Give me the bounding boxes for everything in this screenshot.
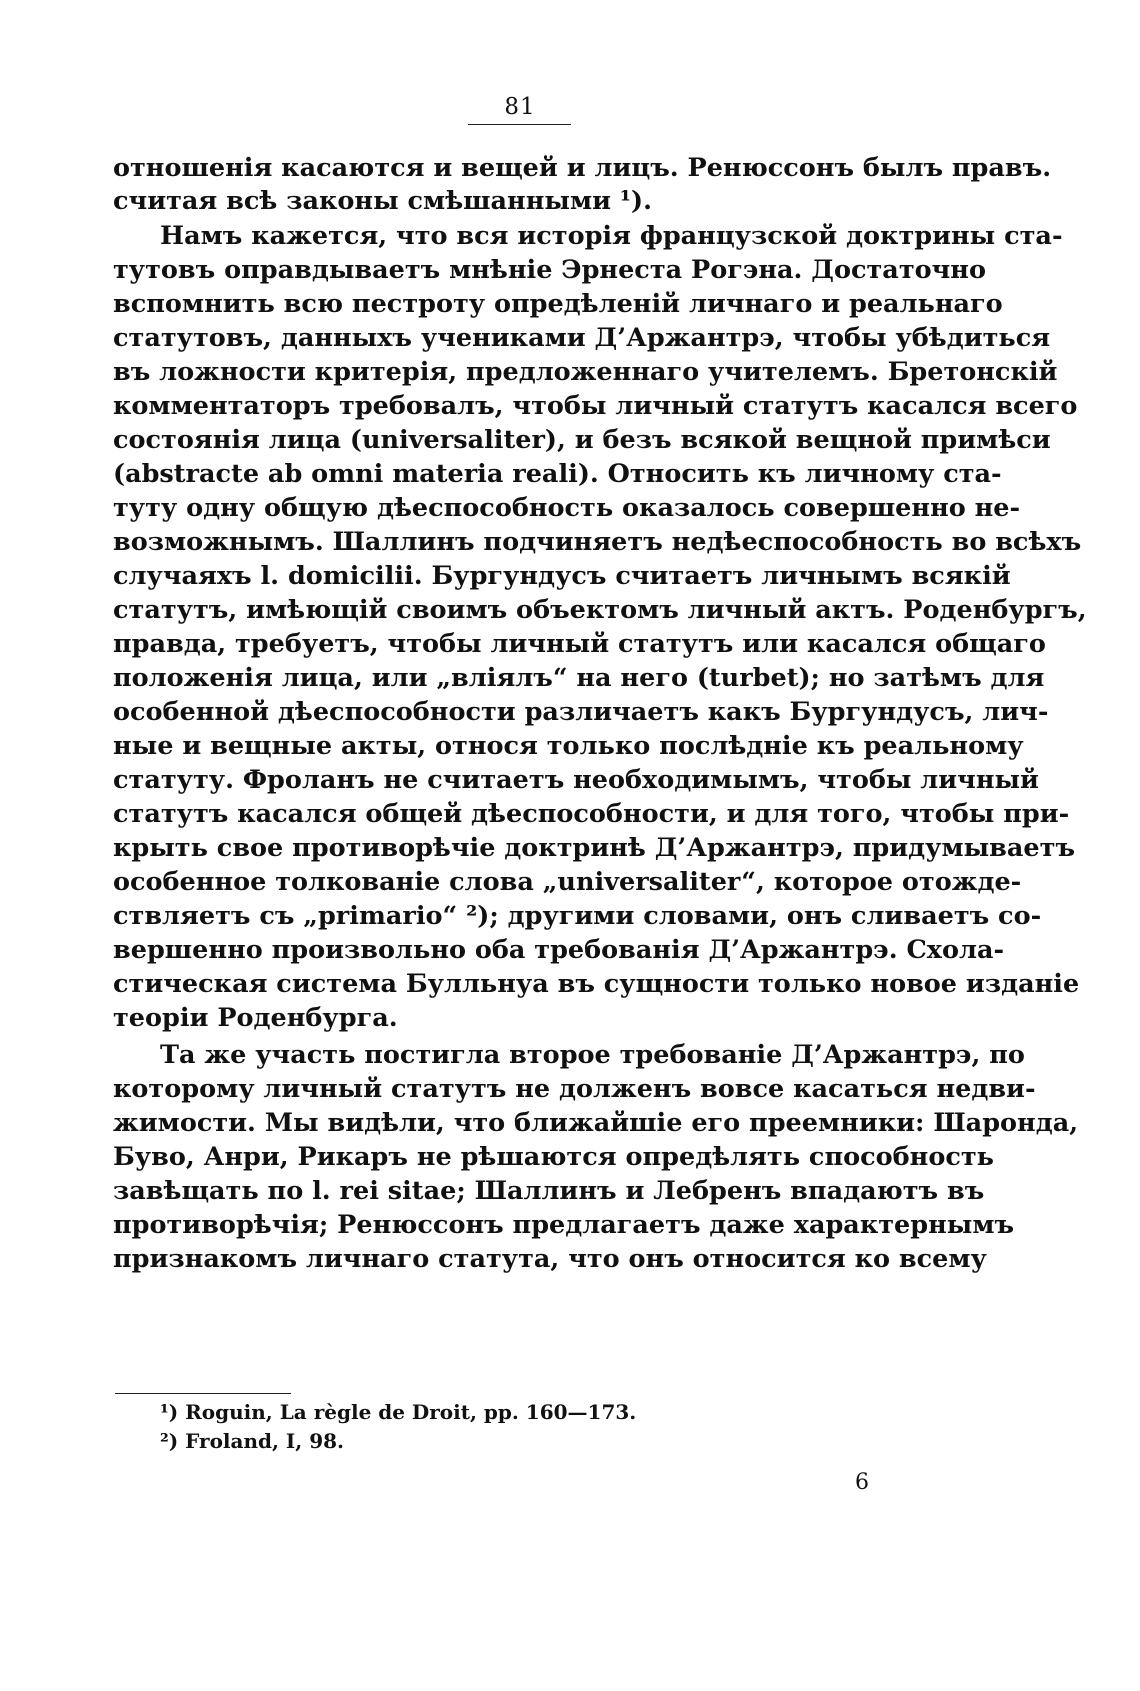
text-line: въ ложности критерія, предложеннаго учителемъ. Бретонскій [113,357,1058,387]
text-line: вершенно произвольно оба требованія Д’Аржантрэ. Схола- [113,935,1005,965]
text-line: (abstracte ab omni materia reali). Относить къ личному ста- [113,459,1002,489]
text-line: комментаторъ требовалъ, чтобы личный статутъ касался всего [113,391,1078,421]
text-line: возможнымъ. Шаллинъ подчиняетъ недѣеспособность во всѣхъ [113,527,1082,557]
text-line: признакомъ личнаго статута, что онъ относится ко всему [113,1244,987,1274]
text-line: теоріи Роденбурга. [113,1003,398,1033]
text-line: тутовъ оправдываетъ мнѣніе Эрнеста Рогэна. Достаточно [113,255,986,285]
text-line: статутовъ, данныхъ учениками Д’Аржантрэ, чтобы убѣдиться [113,323,1051,353]
text-line: положенія лица, или „вліялъ“ на него (turbet); но затѣмъ для [113,663,1045,693]
text-line: туту одну общую дѣеспособность оказалось совершенно не- [113,493,1021,523]
text-line: статутъ, имѣющій своимъ объектомъ личный актъ. Роденбургъ, [113,595,1087,625]
text-line: случаяхъ l. domicilii. Бургундусъ считаетъ личнымъ всякій [113,561,1011,591]
text-line: Буво, Анри, Рикаръ не рѣшаются опредѣлять способность [113,1142,994,1172]
text-line: жимости. Мы видѣли, что ближайшіе его преемники: Шаронда, [113,1108,1079,1138]
text-line: стическая система Булльнуа въ сущности только новое изданіе [113,969,1080,999]
footnote: ¹) Roguin, La règle de Droit, pp. 160—173. [160,1400,637,1424]
text-line: статутъ касался общей дѣеспособности, и для того, чтобы при- [113,799,1070,829]
text-line: правда, требуетъ, чтобы личный статутъ или касался общаго [113,629,1046,659]
text-line: ствляетъ съ „primario“ ²); другими словами, онъ сливаетъ со- [113,901,1042,931]
text-line: отношенія касаются и вещей и лицъ. Ренюссонъ былъ правъ. [113,153,1052,183]
page-number: 81 [504,94,536,120]
text-line: ные и вещные акты, относя только послѣдніе къ реальному [113,731,1024,761]
page-number-rule [468,124,571,125]
text-line: Намъ кажется, что вся исторія французской доктрины ста- [160,221,1063,251]
text-line: считая всѣ законы смѣшанными ¹). [113,186,652,216]
footnote-rule [115,1393,291,1394]
text-line: крыть свое противорѣчіе доктринѣ Д’Аржантрэ, придумываетъ [113,833,1076,863]
text-line: особенной дѣеспособности различаетъ какъ Бургундусъ, лич- [113,697,1049,727]
text-line: статуту. Фроланъ не считаетъ необходимымъ, чтобы личный [113,765,1039,795]
text-line: состоянія лица (universaliter), и безъ всякой вещной примѣси [113,425,1051,455]
printer-signature: 6 [855,1470,869,1495]
text-line: завѣщать по l. rei sitae; Шаллинъ и Лебренъ впадаютъ въ [113,1176,985,1206]
text-line: которому личный статутъ не долженъ вовсе касаться недви- [113,1074,1036,1104]
text-line: противорѣчія; Ренюссонъ предлагаетъ даже характернымъ [113,1210,1015,1240]
text-line: вспомнить всю пестроту опредѣленій личнаго и реальнаго [113,289,1003,319]
text-line: Та же участь постигла второе требованіе Д’Аржантрэ, по [160,1040,1025,1070]
text-line: особенное толкованіе слова „universaliter“, которое отожде- [113,867,1022,897]
footnote: ²) Froland, I, 98. [160,1429,344,1453]
